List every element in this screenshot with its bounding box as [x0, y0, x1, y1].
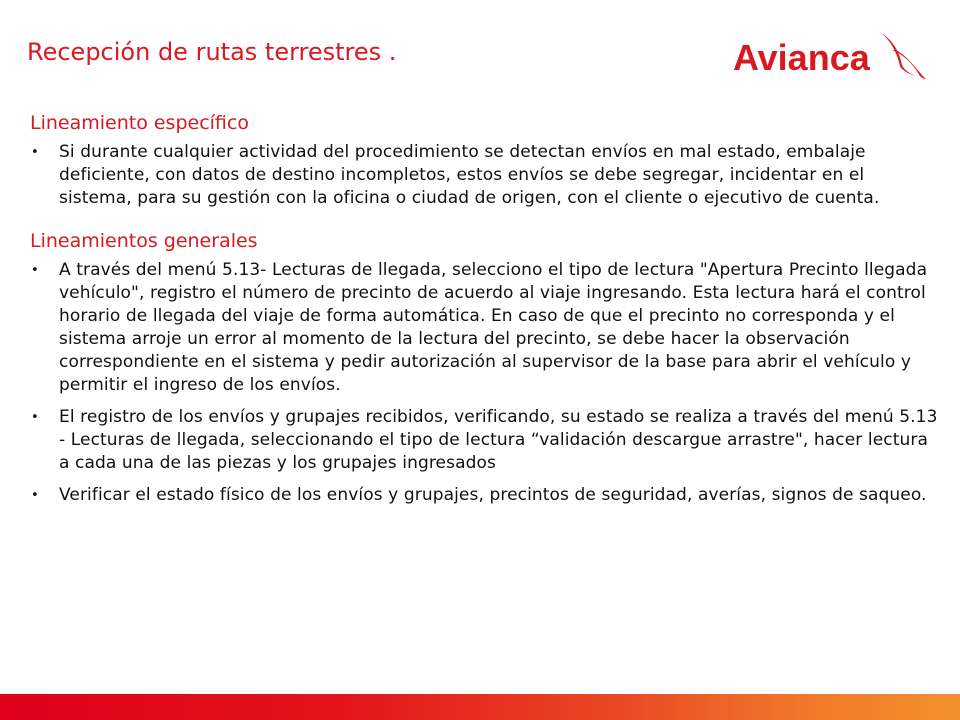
logo-wordmark: Avianca — [733, 37, 870, 78]
bullet-list-generales — [30, 259, 940, 507]
bullet-list-especifico — [30, 141, 940, 210]
bullet-item: • A través del menú 5.13- Lecturas de llegada, selecciono el tipo de lectura "Apertura Precinto llegada vehículo", registro el número de precinto de acuerdo al viaje ingresando. Esta lectura hará el control horario de llegada del viaje de forma automática. En caso de que el precinto no corresponda y el sistema arroje un error al momento de la lectura del precinto, se debe hacer la observación correspondiente en el sistema y pedir autorización al supervisor de la base para abrir el vehículo y permitir el ingreso de los envíos. — [30, 259, 940, 397]
avianca-logo — [732, 30, 928, 80]
slide-body — [30, 110, 940, 516]
bullet-item: • El registro de los envíos y grupajes recibidos, verificando, su estado se realiza a través del menú 5.13 - Lecturas de llegada, seleccionando el tipo de lectura “validación descargue arrastre", hacer lectura a cada una de las piezas y los grupajes ingresados — [30, 406, 940, 475]
section-heading-especifico: Lineamiento específico — [30, 112, 249, 134]
bird-icon — [882, 34, 926, 79]
slide-title: Recepción de rutas terrestres . — [27, 38, 397, 66]
bullet-item: • Verificar el estado físico de los envíos y grupajes, precintos de seguridad, averías, signos de saqueo. — [30, 484, 940, 507]
bullet-item: • Si durante cualquier actividad del procedimiento se detectan envíos en mal estado, embalaje deficiente, con datos de destino incompletos, estos envíos se debe segregar, incidentar en el sistema, para su gestión con la oficina o ciudad de origen, con el cliente o ejecutivo de cuenta. — [30, 141, 940, 210]
footer-gradient-bar — [0, 694, 960, 720]
section-heading-generales: Lineamientos generales — [30, 230, 258, 252]
